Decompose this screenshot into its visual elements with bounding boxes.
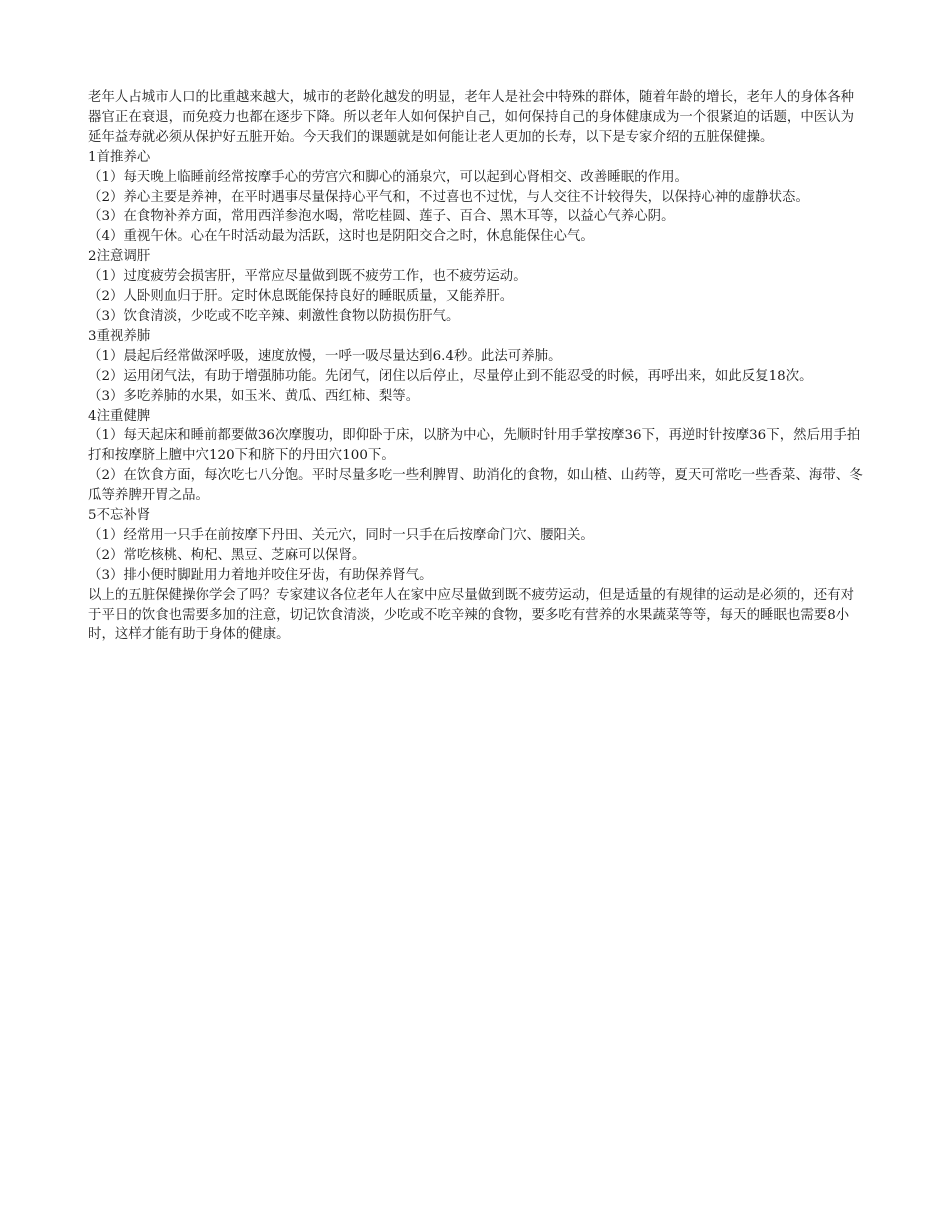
section-item: （2）养心主要是养神，在平时遇事尽量保持心平气和，不过喜也不过忧，与人交往不计较得失，以保持心神的虚静状态。 (88, 189, 809, 205)
document-page (88, 88, 864, 645)
section-item: （3）在食物补养方面，常用西洋参泡水喝，常吃桂圆、莲子、百合、黑木耳等，以益心气养心阴。 (88, 209, 675, 225)
section-item: （2）人卧则血归于肝。定时休息既能保持良好的睡眠质量，又能养肝。 (88, 289, 514, 305)
intro-paragraph: 老年人占城市人口的比重越来越大，城市的老龄化越发的明显，老年人是社会中特殊的群体，随着年龄的增长，老年人的身体各种器官正在衰退，而免疫力也都在逐步下降。所以老年人如何保护自己，如何保持自己的身体健康成为一个很紧迫的话题，中医认为延年益寿就必须从保护好五脏开始。今天我们的课题就是如何能让老人更加的长寿，以下是专家介绍的五脏保健操。 (88, 90, 855, 145)
section-item: （2）在饮食方面，每次吃七八分饱。平时尽量多吃一些利脾胃、助消化的食物，如山楂、山药等，夏天可常吃一些香菜、海带、冬瓜等养脾开胃之品。 (88, 468, 863, 504)
section-heading: 1首推养心 (88, 149, 151, 165)
section-lung (88, 327, 864, 407)
section-item: （1）过度疲劳会损害肝，平常应尽量做到既不疲劳工作，也不疲劳运动。 (88, 269, 527, 285)
section-kidney (88, 506, 864, 586)
section-item: （2）常吃核桃、枸杞、黑豆、芝麻可以保肾。 (88, 547, 366, 563)
section-heading: 3重视养肺 (88, 328, 151, 344)
section-item: （3）饮食清淡，少吃或不吃辛辣、刺激性食物以防损伤肝气。 (88, 308, 460, 324)
section-spleen (88, 407, 864, 507)
section-item: （1）经常用一只手在前按摩下丹田、关元穴，同时一只手在后按摩命门穴、腰阳关。 (88, 527, 594, 543)
section-heading: 5不忘补肾 (88, 508, 151, 524)
section-item: （3）多吃养肺的水果，如玉米、黄瓜、西红柿、梨等。 (88, 388, 420, 404)
section-item: （1）晨起后经常做深呼吸，速度放慢，一呼一吸尽量达到6.4秒。此法可养肺。 (88, 348, 562, 364)
conclusion-paragraph: 以上的五脏保健操你学会了吗？专家建议各位老年人在家中应尽量做到既不疲劳运动，但是适量的有规律的运动是必须的，还有对于平日的饮食也需要多加的注意，切记饮食清淡，少吃或不吃辛辣的食物，要多吃有营养的水果蔬菜等等，每天的睡眠也需要8小时，这样才能有助于身体的健康。 (88, 587, 855, 643)
section-item: （1）每天晚上临睡前经常按摩手心的劳宫穴和脚心的涌泉穴，可以起到心肾相交、改善睡眠的作用。 (88, 169, 688, 185)
section-liver (88, 247, 864, 327)
section-item: （4）重视午休。心在午时活动最为活跃，这时也是阴阳交合之时，休息能保住心气。 (88, 229, 594, 245)
section-heading: 4注重健脾 (88, 408, 151, 424)
section-item: （1）每天起床和睡前都要做36次摩腹功，即仰卧于床，以脐为中心，先顺时针用手掌按摩36下，再逆时针按摩36下，然后用手拍打和按摩脐上膻中穴120下和脐下的丹田穴100下。 (88, 428, 861, 464)
section-item: （2）运用闭气法，有助于增强肺功能。先闭气，闭住以后停止，尽量停止到不能忍受的时候，再呼出来，如此反复18次。 (88, 368, 813, 384)
section-heart (88, 148, 864, 248)
section-heading: 2注意调肝 (88, 249, 151, 265)
section-item: （3）排小便时脚趾用力着地并咬住牙齿，有助保养肾气。 (88, 567, 433, 583)
